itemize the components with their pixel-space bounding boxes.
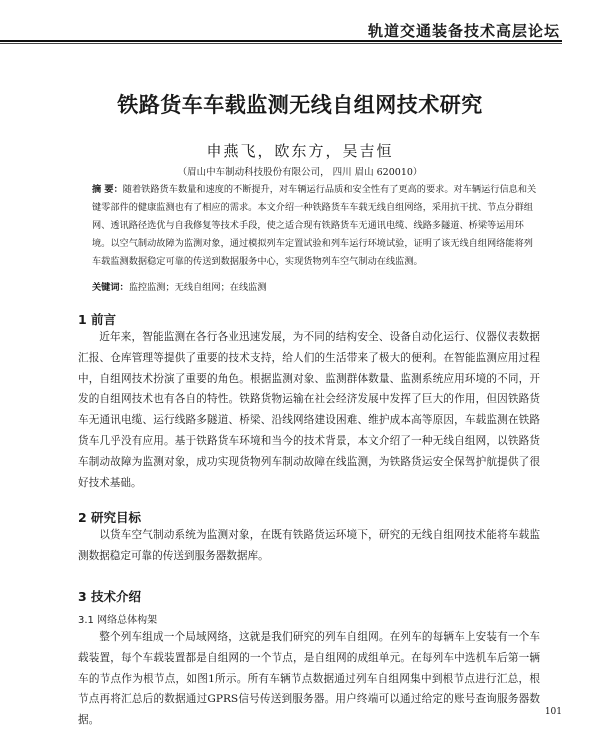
abstract-label: 摘 要：: [92, 184, 123, 195]
section-heading-goal: 2 研究目标: [78, 510, 142, 525]
journal-header: 轨道交通装备技术高层论坛: [367, 22, 560, 40]
section-heading-tech: 3 技术介绍: [78, 589, 142, 604]
header-rule-thin: [0, 43, 562, 44]
paper-affiliation: （眉山中车制动科技股份有限公司， 四川 眉山 620010）: [177, 167, 423, 178]
paper-title: 铁路货车车载监测无线自组网技术研究: [117, 93, 483, 117]
section-heading-intro: 1 前言: [78, 312, 117, 327]
header-rule: [0, 40, 562, 42]
keywords: [92, 279, 542, 293]
keywords-label: 关键词：: [92, 282, 129, 293]
abstract: [92, 181, 542, 271]
abstract-text: 随着铁路货车数量和速度的不断提升，对车辆运行品质和安全性有了更高的要求。对车辆运行信息和关键零部件的健康监测也有了相应的需求。本文介绍一种铁路货车车载无线自组网络，采用抗干扰、节点分群组网、透讯路径选优与自我修复等技术手段，使之适合现有铁路货车无通讯电缆、线路多隧道、桥梁等运用环境。以空气制动故障为监测对象，通过模拟列车定置试验和列车运行环境试验，证明了该无线自组网络能将列车载监测数据稳定可靠的传送到数据服务中心，实现货物列车空气制动在线监测。: [92, 184, 537, 267]
page-number: 101: [544, 707, 562, 717]
section-paragraph-tech: 整个列车组成一个局域网络，这就是我们研究的列车自组网。在列车的每辆车上安装有一个车载装置，每个车载装置都是自组网的一个节点，是自组网的成组单元。在每列车中选机车后第一辆车的节点作为根节点，如图1所示。所有车辆节点数据通过列车自组网集中到根节点进行汇总，根节点再将汇总后的数据通过GPRS信号传送到服务器。用户终端可以通过给定的账号查询服务器数据。: [78, 631, 540, 727]
section-paragraph-intro: 近年来，智能监测在各行各业迅速发展，为不同的结构安全、设备自动化运行、仪器仪表数据汇报、仓库管理等提供了重要的技术支持，给人们的生活带来了极大的便利。在智能监测应用过程中，自组网技术扮演了重要的角色。根据监测对象、监测群体数量、监测系统应用环境的不同，开发的自组网技术也有各自的特性。铁路货物运输在社会经济发展中发挥了巨大的作用，但因铁路货车无通讯电缆、运行线路多隧道、桥梁、沿线网络建设困难、维护成本高等原因，车载监测在铁路货车几乎没有应用。基于铁路货车环境和当今的技术背景，本文介绍了一种无线自组网，以铁路货车制动故障为监测对象，成功实现货物列车制动故障在线监测，为铁路货运安全保驾护航提供了很好技术基础。: [78, 331, 540, 489]
subsection-heading: 3.1 网络总体构架: [78, 615, 158, 626]
paper-authors: 申燕飞，欧东方，吴吉恒: [206, 142, 394, 160]
section-paragraph-goal: 以货车空气制动系统为监测对象，在既有铁路货运环境下，研究的无线自组网技术能将车载监测数据稳定可靠的传送到服务器数据库。: [78, 529, 540, 562]
keywords-text: 监控监测；无线自组网；在线监测: [128, 282, 267, 293]
